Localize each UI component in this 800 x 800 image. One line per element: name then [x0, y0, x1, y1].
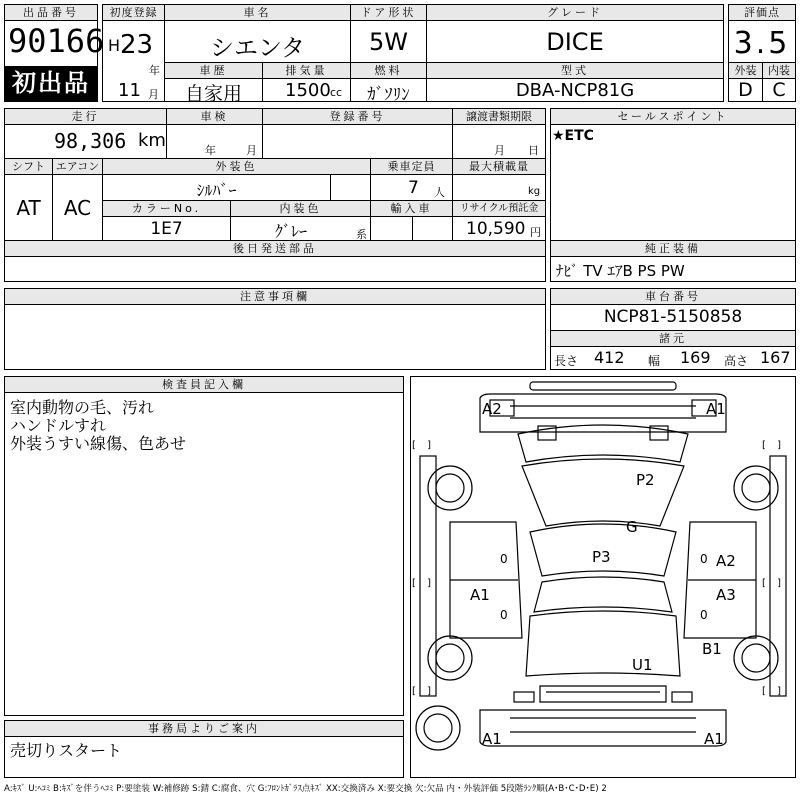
damage-mark: A1 [704, 730, 724, 748]
later-parts-label: 後日発送部品 [5, 241, 545, 256]
car-name-label: 車名 [165, 5, 350, 20]
exterior-color-label: 外装色 [103, 159, 370, 174]
interior-color-unit: 系 [356, 228, 367, 241]
interior-color-label: 内装色 [231, 201, 370, 216]
displacement: 1500 [285, 80, 331, 101]
inspector-label: 検査員記入欄 [5, 377, 403, 392]
dims-label: 諸元 [551, 331, 795, 346]
diagram-bracket: [ ] [762, 578, 785, 589]
interior-color: ｸﾞﾚｰ [274, 222, 307, 241]
damage-mark: P3 [592, 548, 611, 566]
damage-mark: U1 [632, 656, 653, 674]
capacity-unit: 人 [434, 186, 445, 199]
color-no-label: カラーNo. [103, 201, 230, 216]
diagram-bracket: [ ] [412, 440, 435, 451]
shift: AT [16, 196, 41, 220]
registration-label: 登録番号 [263, 109, 452, 124]
damage-mark: A3 [716, 586, 736, 604]
grade-label: グレード [427, 5, 723, 20]
damage-mark: A2 [482, 400, 502, 418]
max-load-label: 最大積載量 [453, 159, 545, 174]
diagram-bracket: [ ] [762, 686, 785, 697]
capacity: 7 [408, 178, 419, 198]
first-reg-year: 23 [120, 30, 154, 60]
sales-points: ★ETC [552, 128, 594, 144]
inspection-month-unit: 月 [246, 144, 257, 157]
fuel: ｶﾞｿﾘﾝ [367, 85, 410, 105]
diagram-bracket: [ ] [762, 440, 785, 451]
exterior-grade: D [738, 79, 753, 101]
damage-mark: B1 [702, 640, 722, 658]
fuel-label: 燃料 [351, 63, 426, 78]
damage-mark: P2 [636, 471, 655, 489]
recycle: 10,590 [466, 219, 526, 239]
diagram-zero: 0 [500, 552, 508, 566]
recycle-unit: 円 [530, 226, 541, 239]
shift-label: シフト [5, 159, 52, 174]
length-label: 長さ [554, 354, 579, 368]
exterior-color: ｼﾙﾊﾞｰ [196, 181, 237, 200]
car-name: シエンタ [209, 34, 306, 62]
diagram-zero: 0 [500, 608, 508, 622]
capacity-label: 乗車定員 [371, 159, 452, 174]
displacement-label: 排気量 [263, 63, 350, 78]
height-label: 高さ [724, 354, 749, 368]
grade: DICE [546, 28, 604, 56]
diagram-bracket: [ ] [412, 578, 435, 589]
diagram-zero: 0 [700, 608, 708, 622]
recycle-label: リサイクル預託金 [453, 201, 545, 216]
color-no: 1E7 [150, 219, 183, 239]
damage-mark: A1 [470, 586, 490, 604]
sales-points-label: セールスポイント [551, 109, 795, 124]
length: 412 [594, 348, 625, 367]
transfer-label: 譲渡書類期限 [453, 109, 545, 124]
inspector-note-3: 外装うすい線傷、色あせ [10, 434, 187, 453]
first-reg-month-unit: 月 [148, 88, 159, 101]
chassis-label: 車台番号 [551, 289, 795, 304]
aircon: AC [63, 196, 92, 220]
mileage: 98,306 [54, 129, 127, 153]
max-load-unit: kg [528, 186, 541, 197]
interior-grade-label: 内装 [763, 63, 795, 78]
damage-mark: A2 [716, 552, 736, 570]
office-label: 事務局よりご案内 [5, 721, 403, 736]
inspector-note-1: 室内動物の毛、汚れ [10, 398, 155, 417]
aircon-label: エアコン [53, 159, 102, 174]
door-type: 5W [369, 28, 408, 56]
history: 自家用 [184, 83, 242, 105]
model-label: 型式 [427, 63, 723, 78]
first-reg-month: 11 [118, 80, 141, 101]
history-label: 車歴 [165, 63, 262, 78]
model: DBA-NCP81G [515, 80, 635, 101]
transfer-month-unit: 月 [494, 144, 505, 157]
damage-mark: G [626, 518, 638, 536]
genuine-equipment-label: 純正装備 [551, 241, 795, 256]
rating-label: 評価点 [729, 5, 795, 20]
chassis-number: NCP81-5150858 [603, 307, 743, 327]
damage-mark: A1 [706, 400, 726, 418]
height: 167 [760, 348, 791, 367]
first-reg-year-unit: 年 [149, 64, 160, 77]
diagram-bracket: [ ] [412, 686, 435, 697]
import-label: 輸入車 [371, 201, 452, 216]
door-label: ドア形状 [351, 5, 426, 20]
genuine-equipment: ﾅﾋﾞ TV ｴｱB PS PW [556, 262, 685, 280]
mileage-label: 走行 [5, 109, 166, 124]
auction-number: 90166 [8, 22, 105, 60]
first-reg-label: 初度登録 [103, 5, 164, 20]
width: 169 [680, 348, 711, 367]
interior-grade: C [772, 79, 786, 101]
first-listing-badge: 初出品 [5, 66, 97, 101]
damage-legend: A:ｷｽﾞ U:ﾍｺﾐ B:ｷｽﾞを伴うﾍｺﾐ P:要塗装 W:補修跡 S:錆 C:腐食、穴 G:ﾌﾛﾝﾄｶﾞﾗｽ点ｷｽﾞ XX:交換済み X:要交換 欠:欠品 内・外装評価 5段階ﾗﾝｸ順(A･B･C･D･E) 2 [4, 784, 607, 794]
first-reg-era: H [108, 36, 121, 55]
inspection-label: 車検 [167, 109, 262, 124]
rating-score: 3.5 [733, 26, 791, 61]
notes-label: 注意事項欄 [5, 289, 545, 304]
transfer-day-unit: 日 [528, 144, 539, 157]
width-label: 幅 [648, 354, 661, 368]
office-note: 売切りスタート [10, 741, 123, 760]
damage-mark: A1 [482, 730, 502, 748]
displacement-unit: cc [330, 86, 343, 99]
inspector-note-2: ハンドルすれ [10, 416, 107, 435]
diagram-zero: 0 [700, 552, 708, 566]
car-diagram [410, 376, 796, 778]
exterior-grade-label: 外装 [729, 63, 762, 78]
auction-number-label: 出品番号 [5, 5, 97, 20]
inspection-year-unit: 年 [205, 144, 216, 157]
mileage-unit: km [138, 130, 166, 151]
